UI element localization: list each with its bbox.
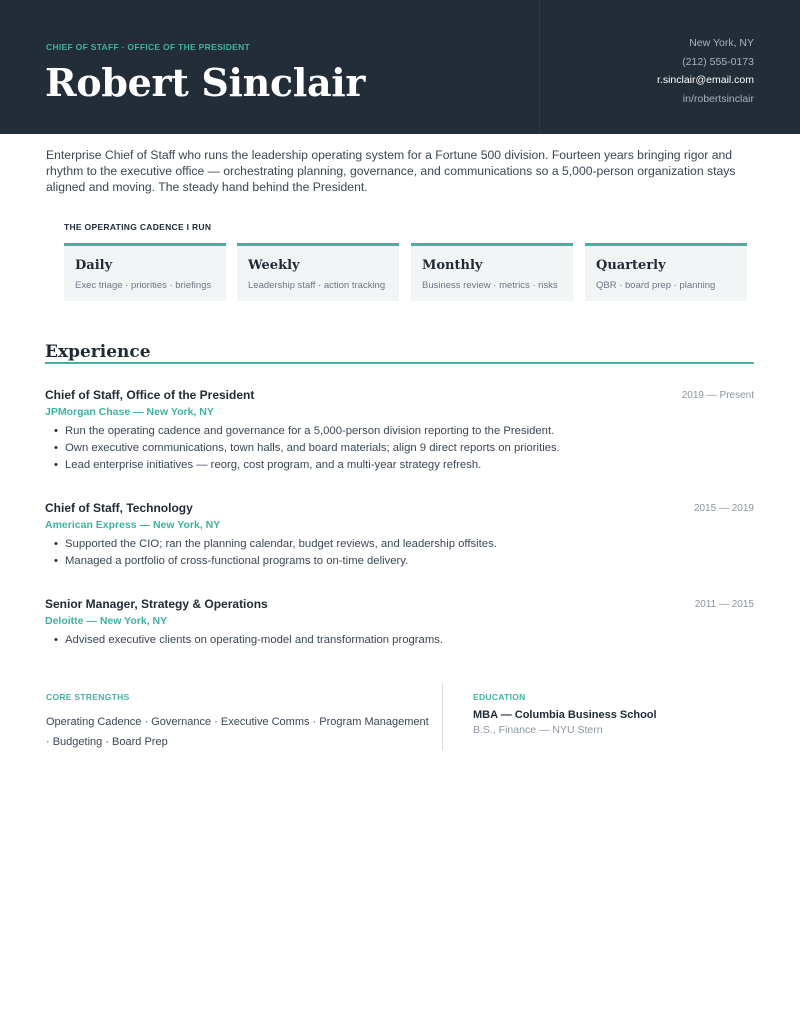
job-bullet: • Lead enterprise initiatives — reorg, cost program, and a multi-year strategy refresh. <box>65 457 560 474</box>
job-dates: 2019 — Present <box>681 390 754 401</box>
cadence-title: THE OPERATING CADENCE I RUN <box>64 222 212 232</box>
job-company: JPMorgan Chase — New York, NY <box>45 406 214 418</box>
job-dates: 2015 — 2019 <box>693 503 754 514</box>
job-bullets <box>65 536 497 570</box>
cadence-card-sub: QBR · board prep · planning <box>596 280 716 291</box>
education-heading: EDUCATION <box>473 692 526 702</box>
cadence-card-title: Daily <box>75 258 113 273</box>
contact-linkedin[interactable]: in/robertsinclair <box>682 92 754 105</box>
job-role: Chief of Staff, Office of the President <box>45 388 255 402</box>
strengths-heading: CORE STRENGTHS <box>46 692 130 702</box>
contact-phone: (212) 555-0173 <box>682 55 754 68</box>
cadence-card-title: Weekly <box>248 258 300 273</box>
headline-title: CHIEF OF STAFF · OFFICE OF THE PRESIDENT <box>46 42 251 52</box>
strengths-list: Operating Cadence · Governance · Executive Comms · Program Management · Budgeting · Board Prep <box>46 716 429 748</box>
job-bullets <box>65 632 443 649</box>
cadence-card-weekly <box>237 243 399 301</box>
job-bullet: • Run the operating cadence and governance for a 5,000-person division reporting to the President. <box>65 423 560 440</box>
job-dates: 2011 — 2015 <box>694 599 754 610</box>
job-bullet: • Managed a portfolio of cross-functional programs to on-time delivery. <box>65 553 497 570</box>
cadence-card-monthly <box>411 243 573 301</box>
education-undergrad: B.S., Finance — NYU Stern <box>473 724 603 736</box>
job-bullet: • Advised executive clients on operating-model and transformation programs. <box>65 632 443 649</box>
contact-location: New York, NY <box>689 37 754 49</box>
cadence-card-title: Monthly <box>422 258 483 273</box>
header-divider <box>539 0 540 134</box>
summary: Enterprise Chief of Staff who runs the leadership operating system for a Fortune 500 division. Fourteen years bringing rigor and rhythm to the executive office — orchestrating planning, governance, and communications so a 5,000-person organization stays aligned and moving. The steady hand behind the President. <box>46 148 736 194</box>
job-bullet: • Own executive communications, town halls, and board materials; align 9 direct reports on priorities. <box>65 440 560 457</box>
job-company: Deloitte — New York, NY <box>45 615 168 627</box>
job-bullets <box>65 423 560 474</box>
cadence-card-sub: Exec triage · priorities · briefings <box>75 280 212 291</box>
contact-email[interactable]: r.sinclair@email.com <box>656 74 754 86</box>
cadence-card-sub: Leadership staff · action tracking <box>248 280 386 291</box>
experience-rule <box>45 362 754 364</box>
education-degree: MBA — Columbia Business School <box>473 709 657 721</box>
experience-heading: Experience <box>45 342 151 362</box>
header-banner <box>0 0 800 134</box>
contact-block <box>657 34 754 108</box>
cadence-card-quarterly <box>585 243 747 301</box>
column-divider <box>442 683 443 750</box>
job-role: Chief of Staff, Technology <box>45 501 193 515</box>
cadence-card-title: Quarterly <box>596 258 666 273</box>
job-bullet: • Supported the CIO; ran the planning calendar, budget reviews, and leadership offsites. <box>65 536 497 553</box>
cadence-card-sub: Business review · metrics · risks <box>422 280 558 291</box>
job-role: Senior Manager, Strategy & Operations <box>45 597 268 611</box>
candidate-name: Robert Sinclair <box>45 60 366 105</box>
job-company: American Express — New York, NY <box>45 519 221 531</box>
cadence-card-daily <box>64 243 226 301</box>
cadence-cards <box>64 243 747 301</box>
